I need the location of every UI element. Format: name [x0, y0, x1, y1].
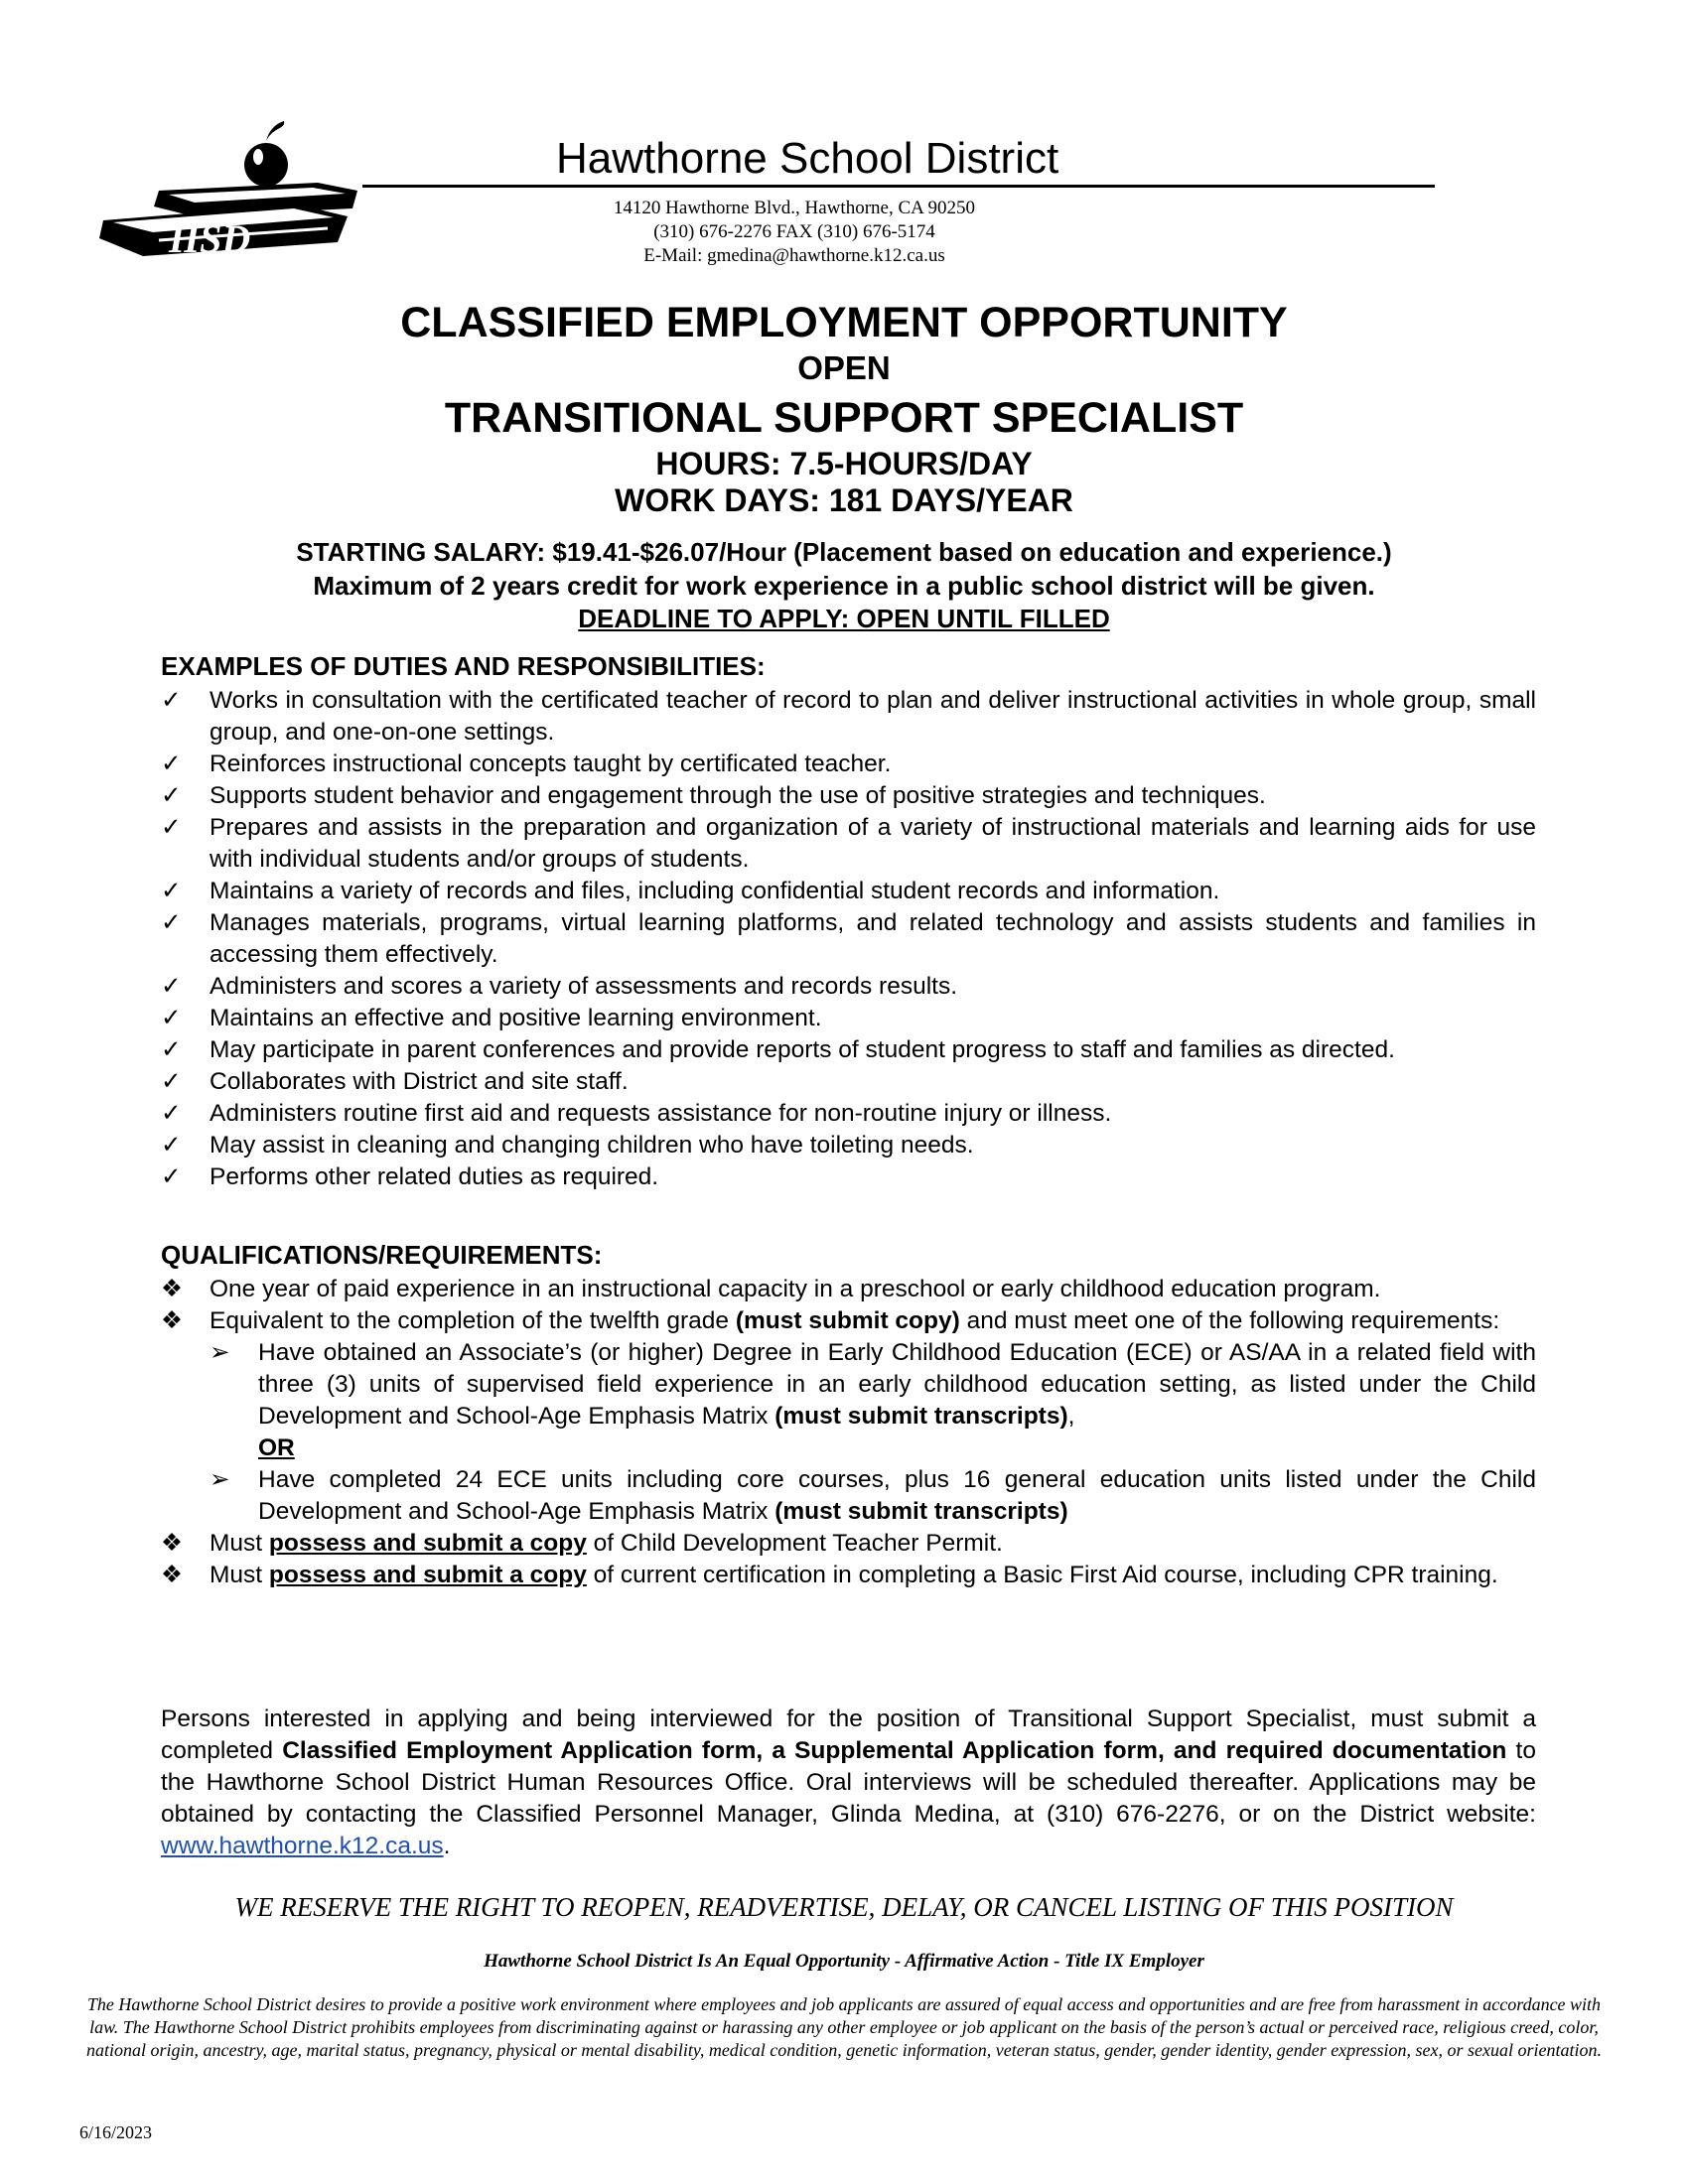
apple-icon: [244, 143, 288, 187]
sub-list: [210, 1337, 1536, 1528]
salary: STARTING SALARY: $19.41-$26.07/Hour (Placement based on education and experience.): [296, 537, 1392, 567]
diamond-bullet-icon: ❖: [161, 1562, 183, 1588]
arrow-bullet-icon: ➢: [210, 1466, 230, 1493]
reserve-notice: WE RESERVE THE RIGHT TO REOPEN, READVERTISE, DELAY, OR CANCEL LISTING OF THIS POSITION: [234, 1892, 1454, 1922]
list-item: ❖ Equivalent to the completion of the twelfth grade (must submit copy) and must meet one of the following requirements: ➢ Have obtained an Associate’s (or higher) Degree in Early Childhood Education (ECE) or AS/AA in a related field with three (3) units of supervised field experience in an early childhood education setting, as listed under the Child Development and School-Age Emphasis Matrix (must submit transcripts), OR ➢ Have completed 24 ECE units including core courses, plus 16 general education units listed under the Child Development and School-Age Emphasis Matrix (must submit transcripts): [161, 1305, 1536, 1528]
document-date: 6/16/2023: [79, 2122, 153, 2142]
sub-list-item: ➢ Have completed 24 ECE units including core courses, plus 16 general education units listed under the Child Development and School-Age Emphasis Matrix (must submit transcripts): [210, 1466, 1536, 1525]
district-website-link[interactable]: www.hawthorne.k12.ca.us: [161, 1833, 444, 1859]
district-logo: [99, 117, 367, 256]
posting-title: CLASSIFIED EMPLOYMENT OPPORTUNITY: [400, 299, 1288, 346]
phone-fax: (310) 676-2276 FAX (310) 676-5174: [653, 221, 935, 242]
diamond-bullet-icon: ❖: [161, 1276, 183, 1302]
sub-list-item: ➢ Have obtained an Associate’s (or higher) Degree in Early Childhood Education (ECE) or AS/AA in a related field with three (3) units of supervised field experience in an early childhood education setting, as listed under the Child Development and School-Age Emphasis Matrix (must submit transcripts), OR: [210, 1339, 1536, 1461]
duties-list: [161, 685, 1536, 1193]
checkmark-icon: ✓: [161, 1005, 182, 1031]
address: 14120 Hawthorne Blvd., Hawthorne, CA 90250: [613, 198, 976, 218]
list-item: ✓ Performs other related duties as required.: [161, 1161, 1536, 1193]
list-item: ✓ May assist in cleaning and changing children who have toileting needs.: [161, 1130, 1536, 1161]
qualifications-heading: QUALIFICATIONS/REQUIREMENTS:: [161, 1240, 603, 1270]
list-item: ✓ Works in consultation with the certificated teacher of record to plan and deliver instructional activities in whole group, small group, and one-on-one settings.: [161, 687, 1536, 746]
deadline-text: DEADLINE TO APPLY: OPEN UNTIL FILLED: [578, 604, 1110, 633]
list-item: ✓ Prepares and assists in the preparation and organization of a variety of instructional materials and learning aids for use with individual students and/or groups of students.: [161, 814, 1536, 873]
nondiscrimination-policy: The Hawthorne School District desires to provide a positive work environment where employees and job applicants are assured of equal access and opportunities and are free from harassment in accordance with law. The Hawthorne School District prohibits employees from discriminating against or harassing any other employee or job applicant on the basis of the person’s actual or perceived race, religious creed, color, national origin, ancestry, age, marital status, pregnancy, physical or mental disability, medical condition, genetic information, veteran status, gender, gender identity, gender expression, sex, or sexual orientation.: [86, 1994, 1602, 2060]
checkmark-icon: ✓: [161, 1132, 182, 1159]
or-connector: OR: [258, 1434, 295, 1461]
checkmark-icon: ✓: [161, 973, 182, 1000]
checkmark-icon: ✓: [161, 814, 182, 841]
diamond-bullet-icon: ❖: [161, 1307, 183, 1334]
work-days: WORK DAYS: 181 DAYS/YEAR: [615, 482, 1073, 518]
qualifications-list: [161, 1274, 1536, 1591]
list-item: ✓ Administers routine first aid and requests assistance for non-routine injury or illness.: [161, 1098, 1536, 1130]
application-instructions: Persons interested in applying and being interviewed for the position of Transitional Support Specialist, must submit a completed Classified Employment Application form, a Supplemental Application form, and required documentation to the Hawthorne School District Human Resources Office. Oral interviews will be scheduled thereafter. Applications may be obtained by contacting the Classified Personnel Manager, Glinda Medina, at (310) 676-2276, or on the District website: www.hawthorne.k12.ca.us.: [161, 1706, 1536, 1859]
list-item: ✓ May participate in parent conferences and provide reports of student progress to staff and families as directed.: [161, 1034, 1536, 1066]
checkmark-icon: ✓: [161, 687, 182, 714]
checkmark-icon: ✓: [161, 1100, 182, 1127]
checkmark-icon: ✓: [161, 751, 182, 777]
list-item: ❖ One year of paid experience in an instructional capacity in a preschool or early childhood education program.: [161, 1274, 1536, 1305]
email: E-Mail: gmedina@hawthorne.k12.ca.us: [643, 245, 945, 266]
list-item: ✓ Manages materials, programs, virtual learning platforms, and related technology and assists students and families in accessing them effectively.: [161, 909, 1536, 968]
district-name: Hawthorne School District: [556, 134, 1059, 183]
list-item: ❖ Must possess and submit a copy of Child Development Teacher Permit.: [161, 1528, 1536, 1560]
list-item: ❖ Must possess and submit a copy of current certification in completing a Basic First Aid course, including CPR training.: [161, 1560, 1536, 1591]
list-item: ✓ Collaborates with District and site staff.: [161, 1066, 1536, 1098]
checkmark-icon: ✓: [161, 782, 182, 809]
list-item: ✓ Maintains an effective and positive learning environment.: [161, 1003, 1536, 1034]
duties-heading: EXAMPLES OF DUTIES AND RESPONSIBILITIES:: [161, 651, 766, 681]
hours: HOURS: 7.5-HOURS/DAY: [655, 446, 1033, 481]
experience-credit: Maximum of 2 years credit for work experience in a public school district will be given.: [313, 571, 1375, 601]
list-item: ✓ Reinforces instructional concepts taught by certificated teacher.: [161, 749, 1536, 780]
logo-letters: HSD: [169, 216, 251, 256]
apple-leaf: [266, 121, 284, 141]
position-title: TRANSITIONAL SUPPORT SPECIALIST: [444, 394, 1244, 442]
list-item: ✓ Supports student behavior and engagement through the use of positive strategies and techniques.: [161, 780, 1536, 812]
arrow-bullet-icon: ➢: [210, 1339, 230, 1366]
checkmark-icon: ✓: [161, 1163, 182, 1190]
checkmark-icon: ✓: [161, 1068, 182, 1095]
posting-status: OPEN: [797, 349, 891, 386]
list-item: ✓ Administers and scores a variety of assessments and records results.: [161, 971, 1536, 1003]
checkmark-icon: ✓: [161, 878, 182, 904]
checkmark-icon: ✓: [161, 909, 182, 936]
contact-block: [556, 197, 1033, 268]
header-divider: [362, 185, 1435, 188]
diamond-bullet-icon: ❖: [161, 1530, 183, 1557]
list-item: ✓ Maintains a variety of records and files, including confidential student records and information.: [161, 876, 1536, 907]
eoe-statement: Hawthorne School District Is An Equal Opportunity - Affirmative Action - Title IX Employer: [484, 1951, 1204, 1972]
deadline: [0, 603, 1688, 634]
checkmark-icon: ✓: [161, 1036, 182, 1063]
